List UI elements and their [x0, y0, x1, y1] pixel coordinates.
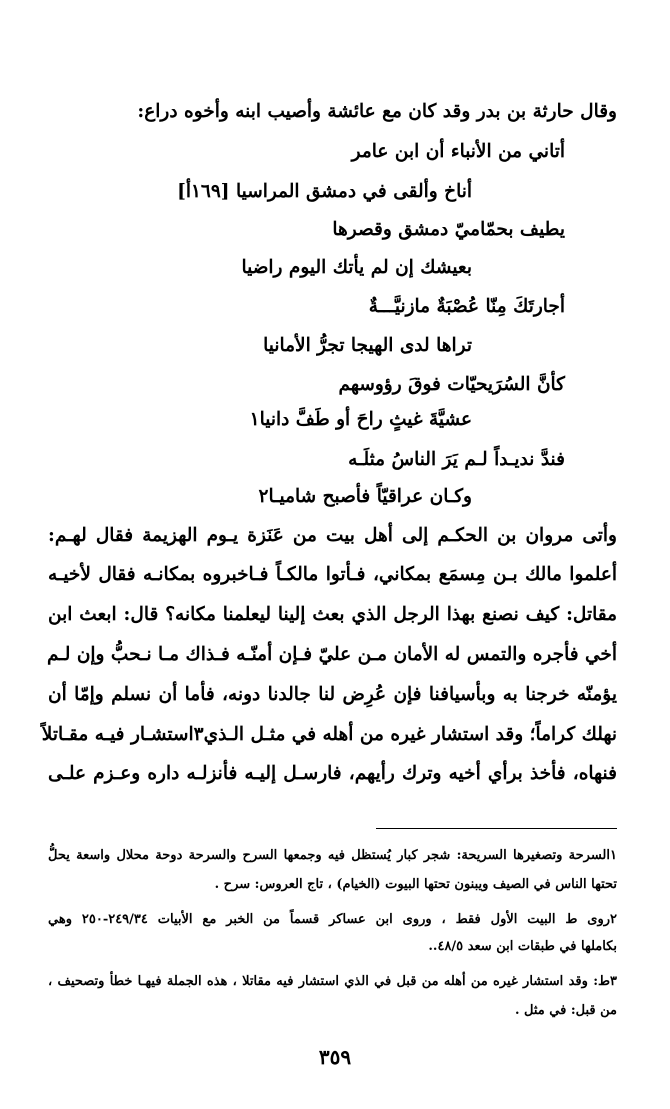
verse-line: أناخ وألقى في دمشق المراسيا [١٦٩أ] — [177, 181, 472, 202]
footnote-line: ٢روى ط البيت الأول فقط ، وروى ابن عساكر قسماً من الخبر مع الأبيات ٢٤٩/٣٤-٢٥٠ وهي — [48, 912, 617, 927]
intro-line: وقال حارثة بن بدر وقد كان مع عائشة وأصيب ابنه وأخوه دراع: — [137, 101, 617, 122]
verse-line: تراها لدى الهيجا تجرُّ الأمانيا — [263, 335, 472, 356]
footnote-line: من قبل: في مثل . — [514, 1003, 617, 1018]
verse-line: فندَّ نديـداً لـم يَرَ الناسُ مثلَـه — [348, 449, 565, 470]
footnote-line: ١السرحة وتصغيرها السريحة: شجر كبار يُستظل فيه وجمعها السرح والسرحة دوحة محلال واسعة يحلُّ — [48, 848, 617, 863]
verse-line: أجارتَكَ مِنّا عُصْبَةٌ مازنيَّـــةٌ — [368, 296, 565, 317]
footnote-divider — [376, 828, 617, 829]
paragraph-line: أخي فأجره والتمس له الأمان مـن عليّ فـإن أمنّـه فـذاك مـا نـحبُّ وإن لـم — [47, 644, 617, 665]
verse-line: كأنَّ السُرَيحيّات فوقَ رؤوسهم — [338, 374, 565, 395]
footnote-line: ٣ط: وقد استشار غيره من أهله من قبل في الذي استشار فيه مقاتلا ، هذه الجملة فيهـا خطأ وتصحيف ، — [48, 974, 617, 989]
verse-line: بعيشك إن لم يأتك اليوم راضيا — [241, 257, 472, 278]
paragraph-line: أعلموا مالك بـن مِسمَع بمكاني، فـأتوا مالكـاً فـاخبروه بمكانـه فقال لأخيـه — [48, 564, 617, 585]
paragraph-line: وأتى مروان بن الحكـم إلى أهل بيت من عَنَزة يـوم الهزيمة فقال لهـم: — [48, 525, 617, 546]
paragraph-line: فنهاه، فأخذ برأي أخيه وترك رأيهم، فارسـل إليـه فأنزلـه داره وعـزم علـى — [48, 763, 617, 784]
paragraph-line: يؤمنّه خرجنا به وبأسيافنا فإن عُرِض لنا جالدنا دونه، فأما أن نسلم وإمّا أن — [48, 684, 617, 705]
paragraph-line: مقاتل: كيف نصنع بهذا الرجل الذي بعث إلينا ليعلمنا مكانه؟ قال: ابعث ابن — [48, 604, 617, 625]
verse-line: يطيف بحمّاميّ دمشق وقصرها — [332, 219, 565, 240]
verse-line: أتاني من الأنباء أن ابن عامر — [351, 141, 565, 162]
page-number: ٣٥٩ — [318, 1045, 352, 1069]
verse-line: وكـان عراقيّاً فأصبح شاميـا٢ — [258, 486, 472, 507]
footnote-line: بكاملها في طبقات ابن سعد ٤٨/٥.. — [428, 939, 617, 954]
footnote-line: تحتها الناس في الصيف ويبنون تحتها البيوت (الخيام) ، تاج العروس: سرح . — [214, 877, 617, 892]
paragraph-line: نهلك كراماً؛ وقد استشار غيره من أهله في مثـل الـذي٣استشـار فيـه مقـاتلاً — [41, 724, 617, 745]
verse-line: عشيَّةَ غيثٍ راحَ أو طَفَّ دانيا١ — [249, 409, 472, 430]
